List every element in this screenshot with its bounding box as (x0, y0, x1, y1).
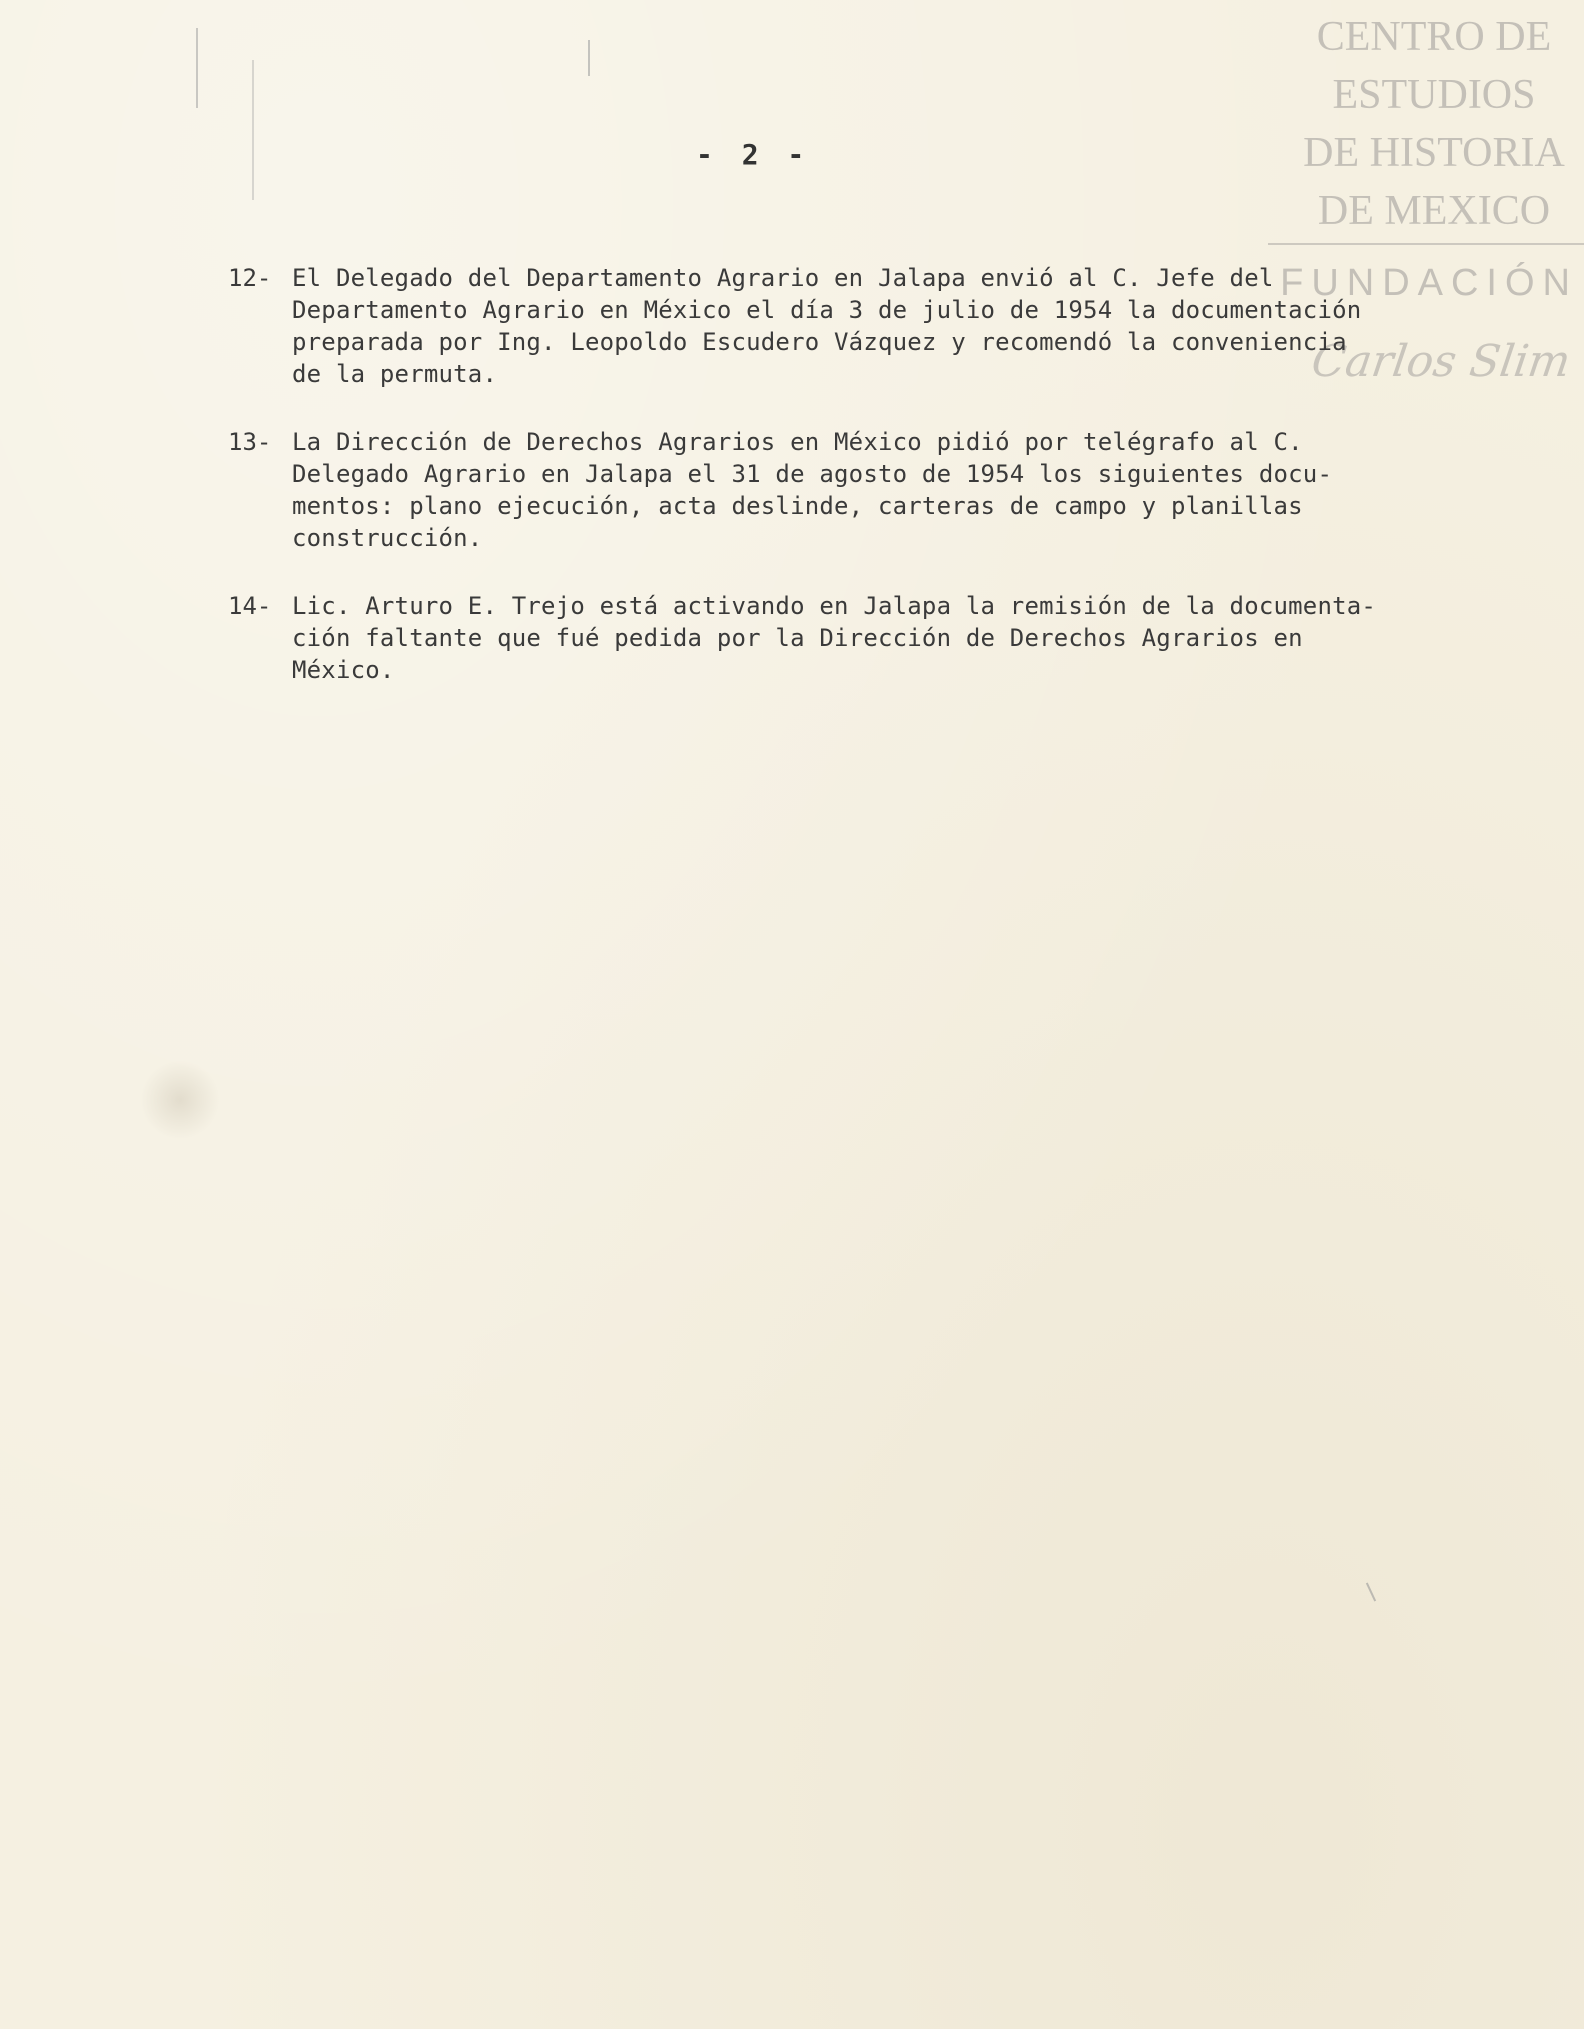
paper-stain (140, 1060, 220, 1140)
item-number: 12- (228, 264, 272, 292)
pen-mark (1366, 1583, 1376, 1602)
archive-watermark (1284, 8, 1584, 240)
watermark-line: DE HISTORIA (1303, 130, 1565, 176)
pen-mark (252, 60, 254, 200)
watermark-divider (1268, 243, 1584, 245)
item-text: El Delegado del Departamento Agrario en Jalapa envió al C. Jefe del Departamento Agrario en México el día 3 de julio de 1954 la documentación preparada por Ing. Leopoldo Escudero Vázquez y recomendó la conveniencia de la permuta. (292, 264, 1362, 388)
item-number: 13- (228, 428, 272, 456)
watermark-foundation: FUNDACIÓN (1280, 262, 1578, 304)
item-text: Lic. Arturo E. Trejo está activando en Jalapa la remisión de la documenta- ción faltante que fué pedida por la Dirección de Derechos Agrarios en México. (292, 592, 1377, 684)
list-item (228, 262, 1468, 390)
item-number: 14- (228, 592, 272, 620)
item-text: La Dirección de Derechos Agrarios en México pidió por telégrafo al C. Delegado Agrario en Jalapa el 31 de agosto de 1954 los siguientes docu- mentos: plano ejecución, acta deslinde, carteras de campo y planillas construcción. (292, 428, 1333, 552)
pen-mark (588, 40, 590, 76)
watermark-line: CENTRO DE (1316, 14, 1552, 60)
watermark-line: ESTUDIOS (1332, 72, 1536, 118)
page-number: - 2 - (696, 138, 811, 171)
list-item (228, 590, 1468, 686)
watermark-line: DE MEXICO (1317, 188, 1551, 234)
list-item (228, 426, 1468, 554)
watermark-signature: Carlos Slim (1308, 336, 1574, 387)
pen-mark (196, 28, 198, 108)
numbered-list (228, 262, 1468, 722)
